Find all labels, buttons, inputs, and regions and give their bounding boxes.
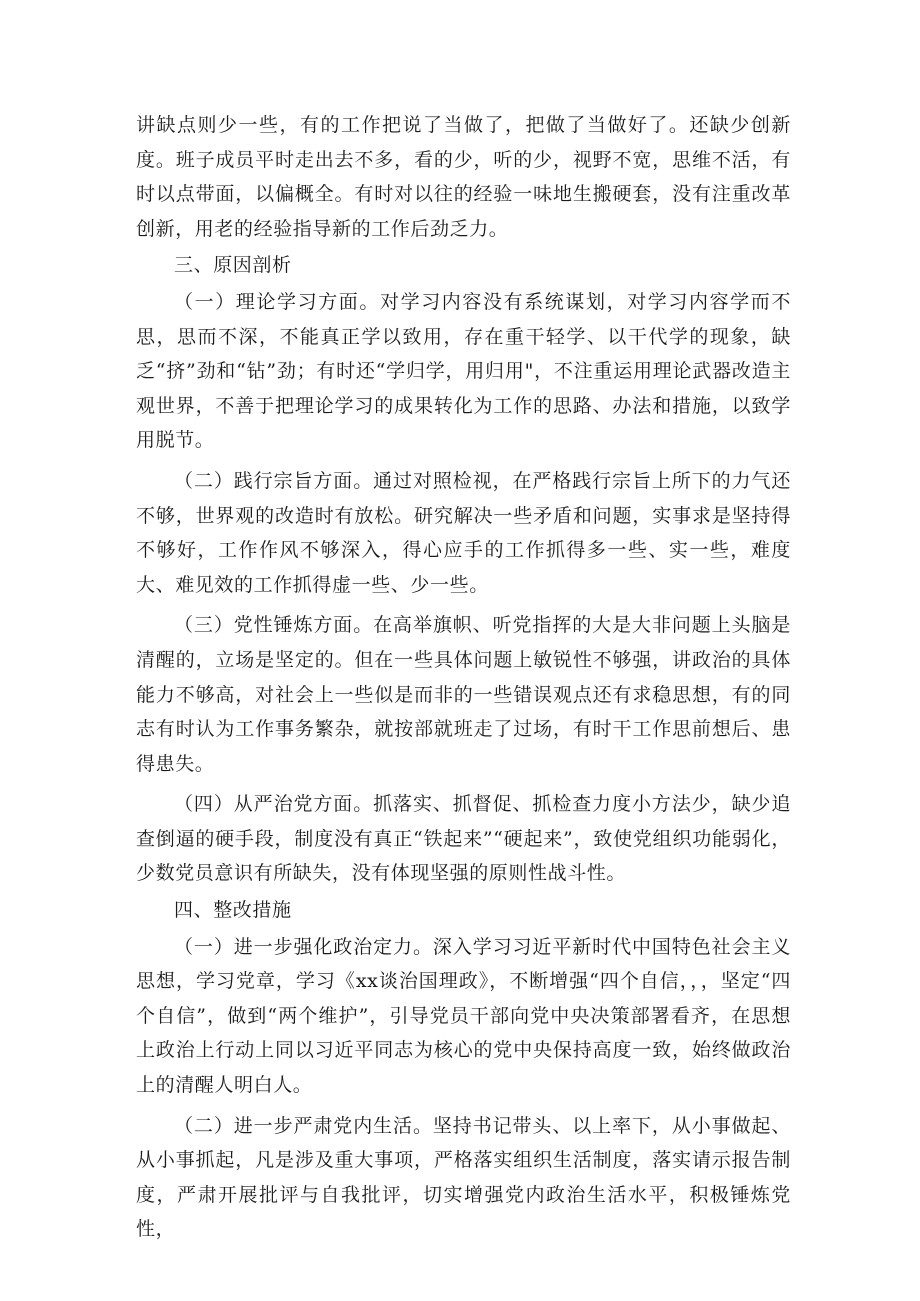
paragraph-practice-purpose: （二）践行宗旨方面。通过对照检视，在严格践行宗旨上所下的力气还不够，世界观的改造时有放松。研究解决一些矛盾和问题，实事求是坚持得不够好，工作作风不够深入，得心应手的工作抓得多一些、实一些，难度大、难见效的工作抓得虚一些、少一些。 <box>136 469 791 596</box>
section-heading-cause-analysis: 三、原因剖析 <box>174 254 292 277</box>
document-body <box>136 108 791 1247</box>
paragraph-theory-study: （一）理论学习方面。对学习内容没有系统谋划，对学习内容学而不思，思而不深，不能真正学以致用，存在重干轻学、以干代学的现象，缺乏“挤”劲和“钻”劲；有时还“学归学，用归用"，不注重运用理论武器改造主观世界，不善于把理论学习的成果转化为工作的思路、办法和措施，以致学用脱节。 <box>136 290 791 452</box>
paragraph-party-spirit: （三）党性锤炼方面。在高举旗帜、听党指挥的大是大非问题上头脑是清醒的，立场是坚定的。但在一些具体问题上敏锐性不够强，讲政治的具体能力不够高，对社会上一些似是而非的一些错误观点还有求稳思想，有的同志有时认为工作事务繁杂，就按部就班走了过场，有时干工作思前想后、患得患失。 <box>136 614 791 775</box>
paragraph-continuation: 讲缺点则少一些，有的工作把说了当做了，把做了当做好了。还缺少创新度。班子成员平时走出去不多，看的少，听的少，视野不宽，思维不活，有时以点带面，以偏概全。有时对以往的经验一味地生搬硬套，没有注重改革创新，用老的经验指导新的工作后劲乏力。 <box>136 114 791 240</box>
section-heading-rectification: 四、整改措施 <box>174 899 292 922</box>
paragraph-party-life: （二）进一步严肃党内生活。坚持书记带头、以上率下，从小事做起、从小事抓起，凡是涉及重大事项，严格落实组织生活制度，落实请示报告制度，严肃开展批评与自我批评，切实增强党内政治生活水平，积极锤炼党性， <box>136 1114 791 1241</box>
paragraph-strict-governance: （四）从严治党方面。抓落实、抓督促、抓检查力度小方法少，缺少追查倒逼的硬手段，制度没有真正“铁起来”“硬起来”，致使党组织功能弱化，少数党员意识有所缺失，没有体现坚强的原则性战斗性。 <box>136 793 791 885</box>
paragraph-political-resolve: （一）进一步强化政治定力。深入学习习近平新时代中国特色社会主义思想，学习党章，学习《xx谈治国理政》，不断增强“四个自信，，，坚定“四个自信”，做到“两个维护”，引导党员干部向党中央决策部署看齐，在思想上政治上行动上同以习近平同志为核心的党中央保持高度一致，始终做政治上的清醒人明白人。 <box>136 935 791 1097</box>
